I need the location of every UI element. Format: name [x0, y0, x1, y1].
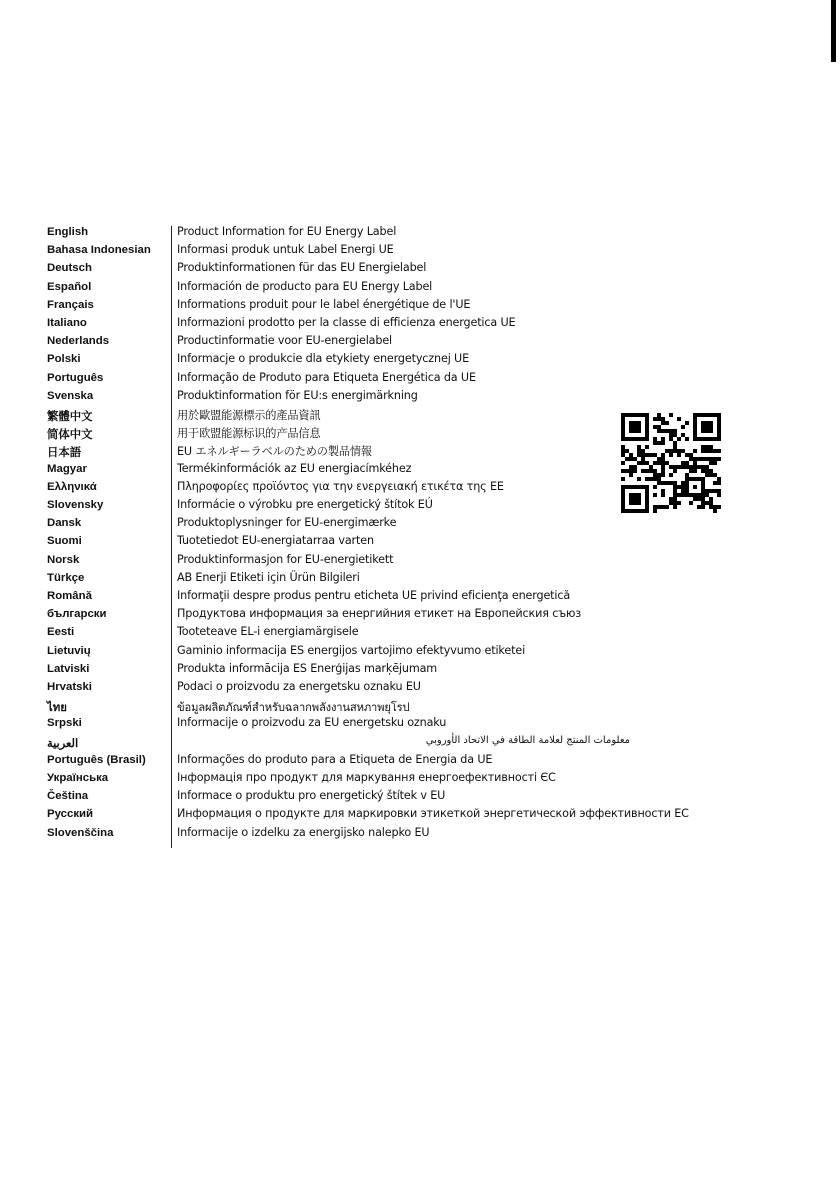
language-name: Čeština: [47, 790, 89, 803]
language-name: Magyar: [47, 462, 87, 475]
language-row: [0, 242, 840, 260]
language-row: [0, 260, 840, 278]
language-name: Deutsch: [47, 262, 92, 275]
translation-text: 用于欧盟能源标识的产品信息: [177, 427, 321, 441]
translation-text: Информация о продукте для маркировки этикеткой энергетической эффективности ЕС: [177, 807, 689, 821]
translation-text: Gaminio informacija ES energijos vartojimo efektyvumo etiketei: [177, 643, 526, 657]
language-row: [0, 224, 840, 242]
language-row: [0, 297, 840, 315]
language-name: Português: [47, 371, 104, 384]
language-row: [0, 606, 840, 624]
language-name: Lietuvių: [47, 644, 91, 657]
translation-text: Produktinformasjon for EU-energietikett: [177, 552, 394, 566]
language-name: 简体中文: [47, 429, 93, 442]
language-row: [0, 715, 840, 733]
language-row: [0, 552, 840, 570]
language-name: Nederlands: [47, 335, 110, 348]
language-name: Türkçe: [47, 571, 85, 584]
translation-text: Informacje o produkcie dla etykiety energetycznej UE: [177, 352, 470, 366]
translation-text: Informação de Produto para Etiqueta Energética da UE: [177, 370, 476, 384]
language-name: Eesti: [47, 626, 75, 639]
language-row: [0, 679, 840, 697]
translation-text: Productinformatie voor EU-energielabel: [177, 334, 393, 348]
translation-text: Produktoplysninger for EU-energimærke: [177, 516, 397, 530]
language-name: Русский: [47, 808, 94, 821]
language-name: Svenska: [47, 389, 94, 402]
language-name: Suomi: [47, 535, 82, 548]
translation-text: Інформація про продукт для маркування енергоефективності ЄС: [177, 771, 556, 784]
language-name: Română: [47, 590, 92, 602]
translation-text: Termékinformációk az EU energiacímkéhez: [177, 461, 412, 475]
language-name: Dansk: [47, 517, 82, 530]
language-row: [0, 315, 840, 333]
language-name: български: [47, 608, 107, 621]
language-row: [0, 788, 840, 806]
language-row: [0, 752, 840, 770]
language-name: Français: [47, 298, 94, 311]
language-row: [0, 661, 840, 679]
translation-text: Información de producto para EU Energy Label: [177, 279, 433, 293]
language-row: [0, 515, 840, 533]
language-row: [0, 533, 840, 551]
translation-text: Informações do produto para a Etiqueta de Energia da UE: [177, 752, 493, 766]
language-name: Slovensky: [47, 499, 104, 511]
translation-text: AB Enerji Etiketi için Ürün Bilgileri: [177, 570, 360, 584]
language-name: 繁體中文: [47, 411, 93, 423]
language-row: [0, 570, 840, 588]
translation-text: Informasi produk untuk Label Energi UE: [177, 243, 394, 257]
translation-text: Tuotetiedot EU-energiatarraa varten: [177, 534, 374, 548]
language-row: [0, 279, 840, 297]
language-name: Italiano: [47, 317, 87, 329]
page-edge-marker: [831, 0, 836, 62]
language-name: Slovenščina: [47, 826, 114, 839]
language-name: Srpski: [47, 717, 82, 730]
translation-text: Produktinformation för EU:s energimärkning: [177, 388, 418, 402]
translation-text: Podaci o proizvodu za energetsku oznaku EU: [177, 680, 421, 693]
translation-text: Tooteteave EL-i energiamärgisele: [177, 625, 359, 639]
language-name: Español: [47, 280, 92, 293]
language-row: [0, 333, 840, 351]
language-name: Ελληνικά: [47, 480, 97, 493]
language-row: [0, 370, 840, 388]
translation-text: Informace o produktu pro energetický štítek v EU: [177, 789, 446, 803]
translation-text: ข้อมูลผลิตภัณฑ์สำหรับฉลากพลังงานสหภาพยุโรป: [177, 701, 410, 715]
translation-text: Продуктова информация за енергийния етикет на Европейския съюз: [177, 607, 582, 621]
language-name: ไทย: [47, 702, 67, 715]
translation-text: Informazioni prodotto per la classe di efficienza energetica UE: [177, 316, 516, 329]
translation-text: Πληροφορίες προϊόντος για την ενεργειακή ετικέτα της ΕΕ: [177, 479, 504, 493]
language-row: [0, 770, 840, 788]
translation-text: EU エネルギーラベルのための製品情報: [177, 445, 372, 459]
language-row: [0, 643, 840, 661]
translation-text: Informacije o izdelku za energijsko nalepko EU: [177, 825, 430, 839]
language-name: Português (Brasil): [47, 753, 146, 766]
translation-text: Informaţii despre produs pentru eticheta UE privind eficienţa energetică: [177, 589, 571, 602]
language-row: [0, 806, 840, 824]
translation-text: Product Information for EU Energy Label: [177, 225, 397, 238]
language-name: Bahasa Indonesian: [47, 244, 151, 257]
translation-text: Produkta informācija ES Enerģijas marķējumam: [177, 661, 438, 675]
qr-code-icon: [621, 413, 721, 513]
language-name: 日本語: [47, 447, 82, 460]
language-row: [0, 825, 840, 843]
language-row: [0, 388, 840, 406]
translation-text: 用於歐盟能源標示的產品資訊: [177, 409, 321, 422]
language-name: Українська: [47, 772, 109, 784]
translation-text: Informácie o výrobku pre energetický štítok EÚ: [177, 498, 433, 511]
language-row: [0, 588, 840, 606]
language-name: Polski: [47, 353, 81, 366]
language-name: العربية: [47, 737, 79, 750]
translation-text: معلومات المنتج لعلامة الطاقة في الاتحاد الأوروبي: [425, 734, 630, 746]
language-row: [0, 351, 840, 369]
language-name: English: [47, 226, 89, 238]
translation-text: Informacije o proizvodu za EU energetsku oznaku: [177, 716, 447, 730]
language-row: [0, 697, 840, 715]
language-row: [0, 624, 840, 642]
language-name: Hrvatski: [47, 681, 92, 693]
translation-text: Informations produit pour le label énergétique de l'UE: [177, 297, 471, 311]
translation-text: Produktinformationen für das EU Energielabel: [177, 261, 427, 275]
language-name: Latviski: [47, 662, 90, 675]
language-name: Norsk: [47, 553, 80, 566]
language-row: [0, 734, 840, 752]
